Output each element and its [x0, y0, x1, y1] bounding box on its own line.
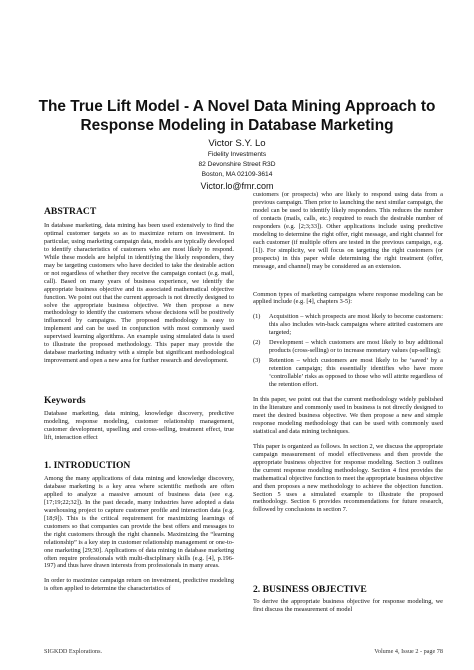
footer-journal: SIGKDD Explorations.	[44, 648, 103, 655]
title-line-2: Response Modeling in Database Marketing	[80, 117, 394, 134]
keywords-body	[44, 410, 234, 449]
abstract-body	[44, 222, 234, 372]
right-paragraph-1: customers (or prospects) who are likely to respond using data from a previous campaign. Then prior to launching the next similar campaign, the model can be used to identify likely responders. This reduces the number of contacts (mails, calls, etc.) required to reach the desirable number of responders (e.g. [2;3;33]). Other applications include using predictive modeling to determine the right offer, right message, and right channel for each customer (if multiple offers are tested in the previous campaign, e.g. [1]). For simplicity, we will focus on targeting the right customers (or prospects) in this paper while determining the right treatment (offer, message, and channel) may be considered as an extension.	[253, 191, 443, 270]
abstract-heading: ABSTRACT	[44, 206, 97, 217]
right-paragraph-4: This paper is organized as follows. In section 2, we discuss the appropriate campaign measurement of model effectiveness and then provide the appropriate business objective for response modeling. Section 3 outlines the current response modeling methodology. Section 4 first provides the mathematical objective function to meet the appropriate business objective and then proposes a new methodology to achieve the objection function. Section 5 uses a simulated example to illustrate the proposed methodology. Section 6 provides recommendations for future research, followed by conclusions in section 7.	[253, 442, 443, 514]
intro-paragraph-1: Among the many applications of data mining and knowledge discovery, database marketing is a key area where scientific methods are often applied to analyze a massive amount of business data (see e.g. [17;19;22;32]). In the past decade, many industries have adopted a data warehousing project to capture customer profile and interaction data (e.g. [18;9]). This is the critical requirement for maximizing learnings of customers so that companies can provide the best offers and messages to the right customers through the right channels. Maximizing the “learning relationship” is a key step in customer relationship management or one-to-one marketing [29;30]. Applications of data mining in database marketing often require professionals with multi-disciplinary skills (e.g. [4], p.196-197) and thus have drawn interests from professionals in many areas.	[44, 475, 234, 570]
title-line-1: The True Lift Model - A Novel Data Mining Approach to	[38, 98, 436, 115]
list-item: (2) Development – which customers are most likely to buy additional products (cross-selling) or to increase monetary values (up-selling);	[253, 339, 443, 355]
author-city: Boston, MA 02109-3614	[201, 171, 273, 178]
author-name: Victor S.Y. Lo	[208, 138, 266, 149]
author-street: 82 Devonshire Street R3D	[198, 161, 276, 168]
list-item: (3) Retention – which customers are most likely to be ‘saved’ by a retention campaign; this essentially identifies who have more ‘controllable’ risks as opposed to those who will attrite regardless of the retention effort.	[253, 357, 443, 389]
list-item: (1) Acquisition – which prospects are most likely to become customers: this also includes win-back campaigns where attrited customers are targeted;	[253, 313, 443, 337]
introduction-body	[44, 475, 234, 600]
abstract-text: In database marketing, data mining has been used extensively to find the optimal customer targets so as to maximize return on investment. In particular, using marketing campaign data, models are typically developed to identify characteristics of customers who are most likely to respond. While these models are helpful in identifying the likely responders, they may be targeting customers who have decided to take the desirable action or not regardless of whether they receive the campaign contact (e.g. mail, call). Based on many years of business experience, we identify the appropriate business objective and its associated mathematical objective function. We point out that the current approach is not directly designed to solve the appropriate business objective. We then propose a new methodology to identify the customers whose decisions will be positively influenced by campaigns. The proposed methodology is easy to implement and can be used in conjunction with most commonly used supervised learning algorithms. An example using simulated data is used to illustrate the proposed methodology. This paper may provide the database marketing industry with a simple but significant methodological improvement and open a new area for further research and development.	[44, 222, 234, 365]
keywords-text: Database marketing, data mining, knowledge discovery, predictive modeling, response modeling, customer relationship management, customer development, upselling and cross-selling, treatment effect, true lift, interaction effect	[44, 410, 234, 441]
business-objective-body	[253, 598, 443, 621]
campaign-type-list	[253, 313, 443, 389]
right-column-upper	[253, 191, 443, 521]
keywords-heading: Keywords	[44, 395, 86, 406]
paper-title	[30, 97, 444, 135]
introduction-heading: 1. INTRODUCTION	[44, 460, 131, 471]
right-paragraph-5: To derive the appropriate business objective for response modeling, we first discuss the measurement of model	[253, 598, 443, 613]
intro-paragraph-2: In order to maximize campaign return on investment, predictive modeling is often applied to determine the characteristics of	[44, 577, 234, 593]
business-objective-heading: 2. BUSINESS OBJECTIVE	[253, 584, 367, 595]
right-paragraph-2: Common types of marketing campaigns where response modeling can be applied include (e.g. [4], chapters 3-5):	[253, 290, 443, 306]
author-email[interactable]: Victor.lo@fmr.com	[200, 181, 274, 191]
author-affiliation: Fidelity Investments	[207, 151, 267, 158]
right-paragraph-3: In this paper, we point out that the current methodology widely published in the literature and commonly used in business is not directly designed to meet the desired business objective. We then propose a new and simple response modeling methodology that can be used with commonly used statistical and data mining techniques.	[253, 396, 443, 435]
footer-page: Volume 4, Issue 2 - page 78	[374, 648, 443, 655]
